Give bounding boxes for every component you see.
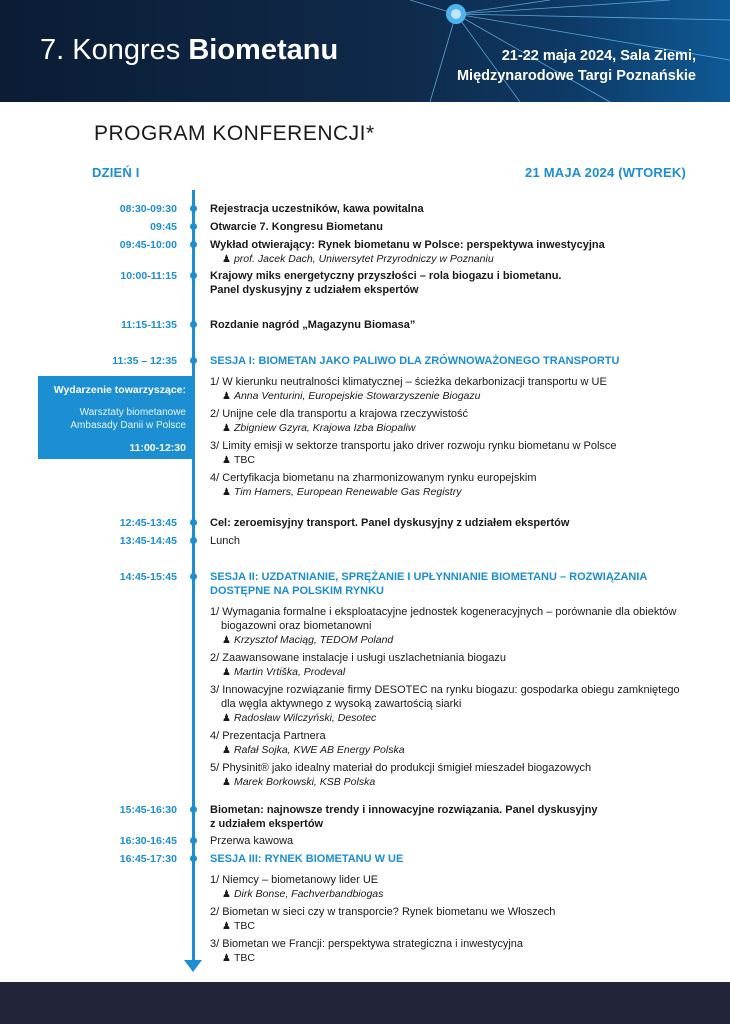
- talk-title: 1/ Niemcy – biometanowy lider UE: [210, 874, 379, 886]
- talk-title: 5/ Physinit® jako idealny materiał do produkcji śmigieł mieszadeł biogazowych: [210, 762, 592, 774]
- person-icon: ♟: [222, 921, 231, 932]
- item-title: Wykład otwierający: Rynek biometanu w Polsce: perspektywa inwestycyjna: [210, 239, 605, 251]
- speaker-name: Krzysztof Maciąg, TEDOM Poland: [233, 634, 394, 646]
- speaker: [210, 389, 690, 404]
- time-label: 10:00-11:15: [120, 270, 177, 282]
- speaker: [210, 453, 690, 468]
- speaker: [210, 421, 690, 436]
- person-icon: ♟: [222, 713, 231, 724]
- talk: [210, 651, 690, 680]
- event-date: 21-22 maja 2024, Sala Ziemi,: [501, 48, 696, 64]
- item-title-line2: z udziałem ekspertów: [210, 818, 324, 830]
- timeline-dot: [190, 573, 197, 580]
- session-block: [210, 354, 690, 500]
- item-title: Cel: zeroemisyjny transport. Panel dyskusyjny z udziałem ekspertów: [210, 517, 570, 529]
- speaker-name: Marek Borkowski, KSB Polska: [233, 776, 376, 788]
- time-label: 15:45-16:30: [119, 804, 177, 816]
- timeline-dot: [190, 223, 197, 230]
- person-icon: ♟: [222, 667, 231, 678]
- item-title: Biometan: najnowsze trendy i innowacyjne rozwiązania. Panel dyskusyjny: [210, 804, 598, 816]
- talk: [210, 873, 690, 902]
- event-venue: Międzynarodowe Targi Poznańskie: [456, 68, 696, 84]
- session-block: [210, 852, 690, 966]
- person-icon: ♟: [222, 487, 231, 498]
- talk: [210, 729, 690, 758]
- person-icon: ♟: [222, 423, 231, 434]
- event-title: [40, 34, 338, 67]
- speaker: [210, 919, 690, 934]
- schedule-item: [210, 238, 690, 267]
- person-icon: ♟: [222, 455, 231, 466]
- talk: [210, 761, 690, 790]
- schedule-item: [210, 318, 690, 332]
- item-title: Rejestracja uczestników, kawa powitalna: [210, 203, 424, 215]
- page-header: [0, 0, 730, 102]
- timeline-dot: [190, 837, 197, 844]
- speaker-name: Tim Hamers, European Renewable Gas Registry: [233, 486, 462, 498]
- person-icon: ♟: [222, 889, 231, 900]
- speaker: [210, 633, 690, 648]
- item-title: Rozdanie nagród „Magazynu Biomasa”: [210, 319, 416, 331]
- speaker: [210, 887, 690, 902]
- speaker-name: Anna Venturini, Europejskie Stowarzyszenie Biogazu: [233, 390, 481, 402]
- person-icon: ♟: [222, 254, 231, 265]
- talk-title: 2/ Unijne cele dla transportu a krajowa rzeczywistość: [210, 408, 469, 420]
- session-title: SESJA II: UZDATNIANIE, SPRĘŻANIE I UPŁYNNIANIE BIOMETANU – ROZWIĄZANIA DOSTĘPNE NA POLSKIM RYNKU: [210, 571, 647, 597]
- side-event-time: 11:00-12:30: [129, 442, 186, 454]
- item-title-line2: Panel dyskusyjny z udziałem ekspertów: [210, 284, 419, 296]
- day-date: 21 MAJA 2024 (WTOREK): [525, 165, 686, 180]
- schedule-item: [210, 803, 690, 831]
- schedule-item: [210, 269, 690, 297]
- talk-title: 2/ Zaawansowane instalacje i usługi uszlachetniania biogazu: [210, 652, 506, 664]
- item-title: Przerwa kawowa: [210, 835, 294, 847]
- item-title: Lunch: [210, 535, 240, 547]
- timeline-dot: [190, 537, 197, 544]
- timeline-arrow-icon: [184, 960, 202, 972]
- speaker-name: prof. Jacek Dach, Uniwersytet Przyrodniczy w Poznaniu: [233, 253, 494, 265]
- time-label: 08:30-09:30: [119, 203, 177, 215]
- event-date-venue: [457, 46, 696, 86]
- timeline-dot: [190, 205, 197, 212]
- schedule-item: [210, 202, 690, 216]
- time-label: 09:45-10:00: [119, 239, 177, 251]
- talk: [210, 905, 690, 934]
- talk-title: 1/ Wymagania formalne i eksploatacyjne jednostek kogeneracyjnych – porównanie dla obiektów biogazowni oraz biometanowni: [210, 606, 677, 632]
- speaker: [210, 485, 690, 500]
- timeline-dot: [190, 519, 197, 526]
- side-event-line: Ambasady Danii w Polsce: [70, 420, 186, 431]
- day-label: DZIEŃ I: [92, 165, 140, 180]
- talk-title: 4/ Prezentacja Partnera: [210, 730, 326, 742]
- speaker-name: Radosław Wilczyński, Desotec: [233, 712, 377, 724]
- person-icon: ♟: [222, 745, 231, 756]
- speaker: [210, 665, 690, 680]
- speaker: [210, 775, 690, 790]
- session-block: [210, 570, 690, 790]
- program-title: PROGRAM KONFERENCJI*: [94, 122, 375, 145]
- schedule-item: [210, 516, 690, 530]
- schedule-item: [210, 220, 690, 234]
- talk-title: 3/ Limity emisji w sektorze transportu jako driver rozwoju rynku biometanu w Polsce: [210, 440, 617, 452]
- talk: [210, 407, 690, 436]
- side-event-title: Wydarzenie towarzyszące:: [53, 384, 186, 396]
- schedule-item: [210, 534, 690, 548]
- side-event-description: [70, 406, 186, 432]
- time-label: 11:35 – 12:35: [112, 355, 177, 367]
- talk: [210, 375, 690, 404]
- speaker-name: Dirk Bonse, Fachverbandbiogas: [233, 888, 384, 900]
- edition-label: 7. Kongres: [40, 34, 181, 66]
- timeline-dot: [190, 321, 197, 328]
- talk: [210, 605, 690, 648]
- talk: [210, 683, 690, 726]
- timeline-dot: [190, 241, 197, 248]
- side-event-line: Warsztaty biometanowe: [79, 407, 186, 418]
- person-icon: ♟: [222, 391, 231, 402]
- session-title: SESJA I: BIOMETAN JAKO PALIWO DLA ZRÓWNOWAŻONEGO TRANSPORTU: [210, 355, 620, 367]
- person-icon: ♟: [222, 953, 231, 964]
- time-label: 13:45-14:45: [119, 535, 177, 547]
- talk: [210, 937, 690, 966]
- timeline-dot: [190, 806, 197, 813]
- event-name: Biometanu: [188, 34, 339, 66]
- timeline-dot: [190, 272, 197, 279]
- person-icon: ♟: [222, 777, 231, 788]
- side-event-box: [38, 376, 194, 459]
- speaker-name: Rafał Sojka, KWE AB Energy Polska: [233, 744, 405, 756]
- talk-title: 3/ Biometan we Francji: perspektywa strategiczna i inwestycyjna: [210, 938, 524, 950]
- talk-title: 4/ Certyfikacja biometanu na zharmonizowanym rynku europejskim: [210, 472, 537, 484]
- timeline-dot: [190, 855, 197, 862]
- time-label: 16:30-16:45: [119, 835, 177, 847]
- speaker-name: Zbigniew Gzyra, Krajowa Izba Biopaliw: [233, 422, 416, 434]
- speaker: [210, 711, 690, 726]
- talk-title: 3/ Innowacyjne rozwiązanie firmy DESOTEC na rynku biogazu: gospodarka obiegu zamkniętego dla węgla aktywnego z wysoką zawartością siarki: [210, 684, 680, 710]
- speaker-name: TBC: [233, 454, 255, 466]
- speaker-name: Martin Vrtiška, Prodeval: [233, 666, 346, 678]
- speaker-name: TBC: [233, 952, 255, 964]
- time-label: 09:45: [150, 221, 177, 233]
- person-icon: ♟: [222, 635, 231, 646]
- schedule-item: [210, 834, 690, 848]
- speaker: [210, 951, 690, 966]
- talk: [210, 439, 690, 468]
- talk-title: 2/ Biometan w sieci czy w transporcie? Rynek biometanu we Włoszech: [210, 906, 556, 918]
- talk: [210, 471, 690, 500]
- speaker: [210, 252, 690, 267]
- time-label: 16:45-17:30: [119, 853, 177, 865]
- talk-title: 1/ W kierunku neutralności klimatycznej – ścieżka dekarbonizacji transportu w UE: [210, 376, 607, 388]
- session-title: SESJA III: RYNEK BIOMETANU W UE: [210, 853, 404, 865]
- speaker: [210, 743, 690, 758]
- page-footer: [0, 982, 730, 1024]
- item-title: Krajowy miks energetyczny przyszłości – rola biogazu i biometanu.: [210, 270, 562, 282]
- item-title: Otwarcie 7. Kongresu Biometanu: [210, 221, 383, 233]
- time-label: 14:45-15:45: [119, 571, 177, 583]
- time-label: 11:15-11:35: [120, 319, 177, 331]
- time-label: 12:45-13:45: [119, 517, 177, 529]
- timeline-dot: [190, 357, 197, 364]
- speaker-name: TBC: [233, 920, 255, 932]
